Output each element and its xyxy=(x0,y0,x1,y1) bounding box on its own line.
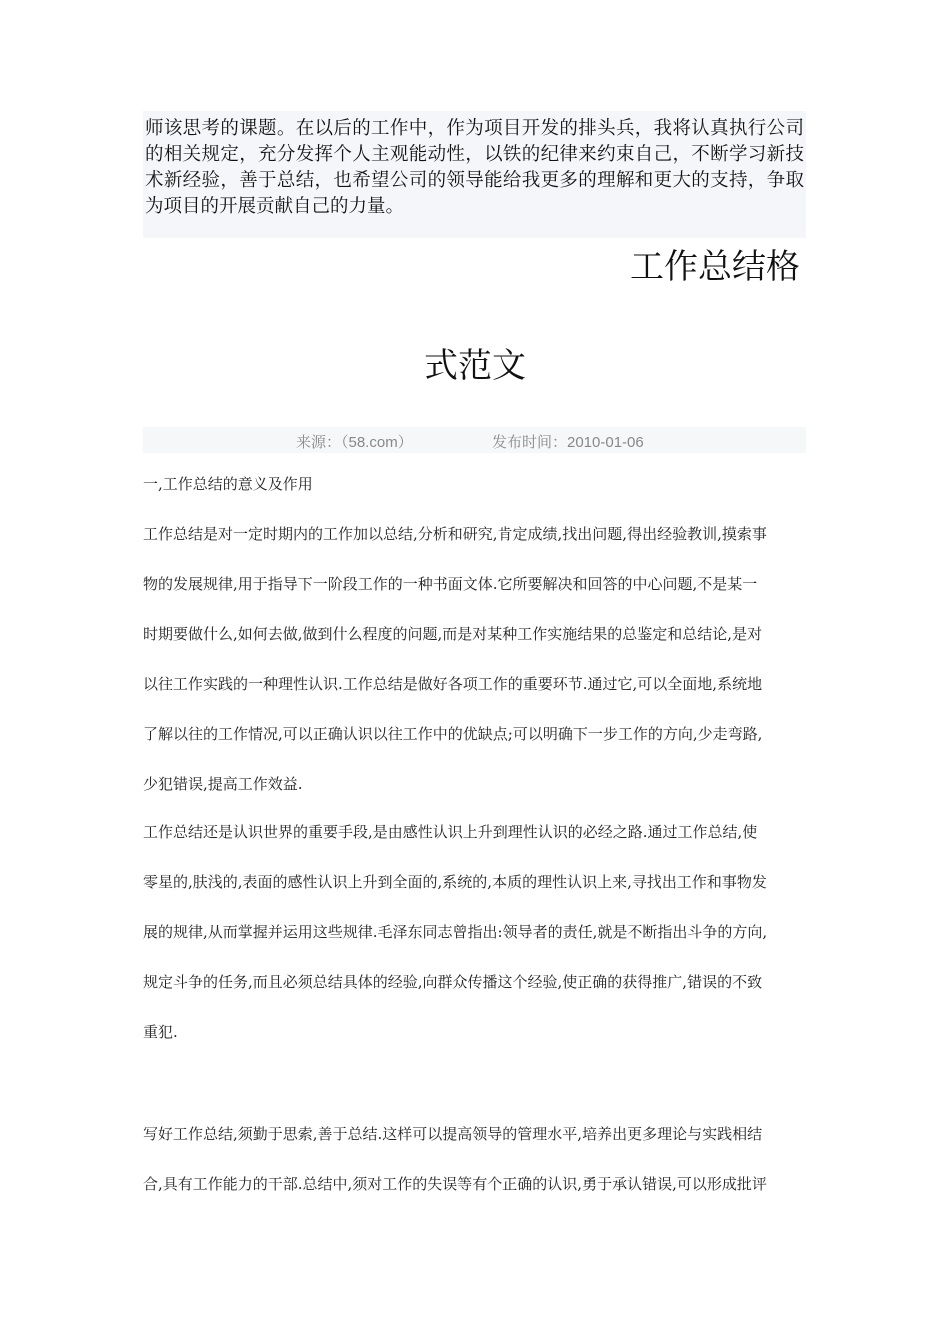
body-line: 了解以往的工作情况,可以正确认识以往工作中的优缺点;可以明确下一步工作的方向,少走弯路, xyxy=(143,725,763,743)
body-line: 工作总结还是认识世界的重要手段,是由感性认识上升到理性认识的必经之路.通过工作总结,使 xyxy=(143,823,758,841)
body-line: 写好工作总结,须勤于思索,善于总结.这样可以提高领导的管理水平,培养出更多理论与实践相结 xyxy=(143,1125,763,1143)
page-title-line-1: 工作总结格 xyxy=(630,247,800,287)
publish-date: 发布时间：2010-01-06 xyxy=(492,434,644,451)
body-line: 规定斗争的任务,而且必须总结具体的经验,向群众传播这个经验,使正确的获得推广,错误的不致 xyxy=(143,973,763,991)
body-line: 工作总结是对一定时期内的工作加以总结,分析和研究,肯定成绩,找出问题,得出经验教训,摸索事 xyxy=(143,525,767,543)
body-line: 零星的,肤浅的,表面的感性认识上升到全面的,系统的,本质的理性认识上来,寻找出工作和事物发 xyxy=(143,873,767,891)
body-line: 合,具有工作能力的干部.总结中,须对工作的失误等有个正确的认识,勇于承认错误,可以形成批评 xyxy=(143,1175,767,1193)
article-meta-bar xyxy=(143,427,806,453)
body-line: 重犯. xyxy=(143,1023,178,1041)
page-title-line-2: 式范文 xyxy=(424,346,526,386)
intro-paragraph-box xyxy=(143,111,806,238)
source-label: 来源：（58.com） xyxy=(296,434,413,451)
body-line: 以往工作实践的一种理性认识.工作总结是做好各项工作的重要环节.通过它,可以全面地,系统地 xyxy=(143,675,763,693)
body-line: 时期要做什么,如何去做,做到什么程度的问题,而是对某种工作实施结果的总鉴定和总结论,是对 xyxy=(143,625,763,643)
body-line: 展的规律,从而掌握并运用这些规律.毛泽东同志曾指出:领导者的责任,就是不断指出斗争的方向, xyxy=(143,923,768,941)
intro-paragraph: 师该思考的课题。在以后的工作中，作为项目开发的排头兵，我将认真执行公司的相关规定，充分发挥个人主观能动性，以铁的纪律来约束自己，不断学习新技术新经验，善于总结，也希望公司的领导能给我更多的理解和更大的支持，争取为项目的开展贡献自己的力量。 xyxy=(145,118,804,217)
body-line: 少犯错误,提高工作效益. xyxy=(143,775,303,793)
body-line: 物的发展规律,用于指导下一阶段工作的一种书面文体.它所要解决和回答的中心问题,不是某一 xyxy=(143,575,758,593)
section-heading: 一,工作总结的意义及作用 xyxy=(143,475,313,493)
